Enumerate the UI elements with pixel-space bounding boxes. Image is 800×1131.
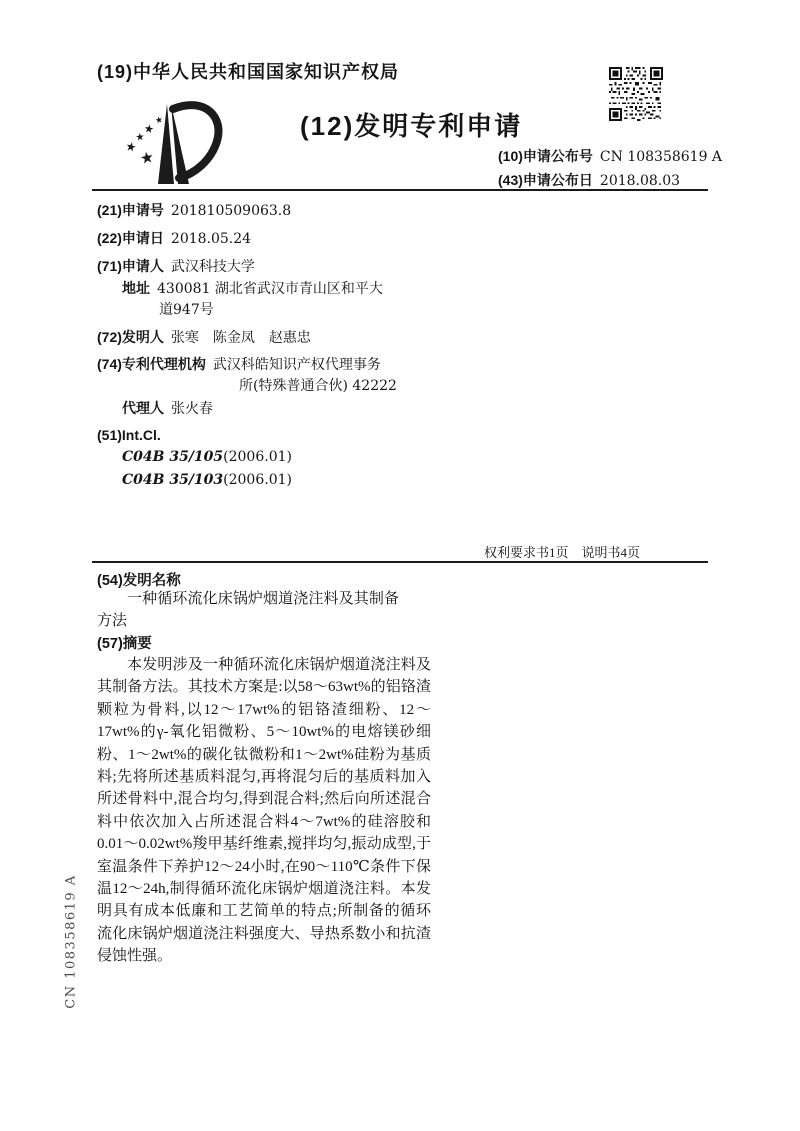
publication-number-value: CN 108358619 A bbox=[599, 149, 723, 165]
intcl-code-row bbox=[122, 447, 292, 468]
intcl-code-1: C04B 35/105 bbox=[122, 449, 224, 465]
agency-row bbox=[97, 354, 381, 376]
address-line1: 430081 湖北省武汉市青山区和平大 bbox=[157, 281, 383, 297]
document-type-title: (12)发明专利申请 bbox=[300, 111, 523, 141]
intcl-code-row bbox=[122, 470, 292, 491]
application-date-value: 2018.05.24 bbox=[170, 231, 252, 247]
publication-date-value: 2018.08.03 bbox=[599, 173, 681, 189]
applicant-address-row bbox=[122, 278, 383, 300]
agency-line1: 武汉科皓知识产权代理事务 bbox=[212, 357, 381, 373]
qr-code-icon bbox=[609, 67, 663, 121]
publication-date-row bbox=[498, 170, 680, 190]
application-date-label: (22)申请日 bbox=[97, 230, 164, 246]
agent-label: 代理人 bbox=[122, 400, 164, 416]
agent-row bbox=[122, 398, 213, 420]
intcl-version-1: (2006.01) bbox=[223, 449, 292, 465]
address-line2: 道947号 bbox=[159, 302, 214, 318]
intcl-label: (51)Int.Cl. bbox=[97, 427, 161, 443]
abstract-label: (57)摘要 bbox=[97, 636, 152, 652]
inventors-value: 张寒 陈金凤 赵惠忠 bbox=[170, 330, 311, 346]
application-number-row bbox=[97, 200, 291, 222]
inventors-row bbox=[97, 327, 311, 349]
application-date-row bbox=[97, 228, 251, 250]
application-number-label: (21)申请号 bbox=[97, 202, 164, 218]
cnipa-logo-icon bbox=[116, 96, 228, 188]
sidebar-publication-number: CN 108358619 A bbox=[63, 874, 79, 1009]
address-label: 地址 bbox=[122, 280, 150, 296]
agency-label: (74)专利代理机构 bbox=[97, 356, 206, 372]
applicant-value: 武汉科技大学 bbox=[170, 259, 255, 275]
publication-date-label: (43)申请公布日 bbox=[498, 172, 593, 188]
invention-title: 一种循环流化床锅炉烟道浇注料及其制备方法 bbox=[97, 591, 399, 629]
agency-line2: 所(特殊普通合伙) 42222 bbox=[239, 378, 397, 394]
applicant-label: (71)申请人 bbox=[97, 258, 164, 274]
applicant-row bbox=[97, 256, 255, 278]
invention-title-label: (54)发明名称 bbox=[97, 573, 181, 589]
intcl-code-2: C04B 35/103 bbox=[122, 472, 224, 488]
publication-number-row bbox=[498, 146, 722, 166]
inventors-label: (72)发明人 bbox=[97, 329, 164, 345]
pages-info: 权利要求书1页 说明书4页 bbox=[483, 545, 640, 560]
application-number-value: 201810509063.8 bbox=[170, 203, 292, 219]
section-divider bbox=[92, 561, 708, 563]
abstract-text: 本发明涉及一种循环流化床锅炉烟道浇注料及其制备方法。其技术方案是:以58～63wt%的铝铬渣颗粒为骨料,以12～17wt%的铝铬渣细粉、12～17wt%的γ-氧化铝微粉、5～10wt%的电熔镁砂细粉、1～2wt%的碳化钛微粉和1～2wt%硅粉为基质料;先将所述基质料混匀,再将混匀后的基质料加入所述骨料中,混合均匀,得到混合料;然后向所述混合料中依次加入占所述混合料4～7wt%的硅溶胶和0.01～0.02wt%羧甲基纤维素,搅拌均匀,振动成型,于室温条件下养护12～24小时,在90～110℃条件下保温12～24h,制得循环流化床锅炉烟道浇注料。本发明具有成本低廉和工艺简单的特点;所制备的循环流化床锅炉烟道浇注料强度大、导热系数小和抗渣侵蚀性强。 bbox=[97, 657, 431, 965]
issuing-office-title: (19)中华人民共和国国家知识产权局 bbox=[97, 62, 400, 82]
intcl-version-2: (2006.01) bbox=[223, 472, 292, 488]
header-divider bbox=[92, 189, 708, 191]
agent-value: 张火春 bbox=[171, 401, 213, 417]
publication-number-label: (10)申请公布号 bbox=[498, 148, 593, 164]
